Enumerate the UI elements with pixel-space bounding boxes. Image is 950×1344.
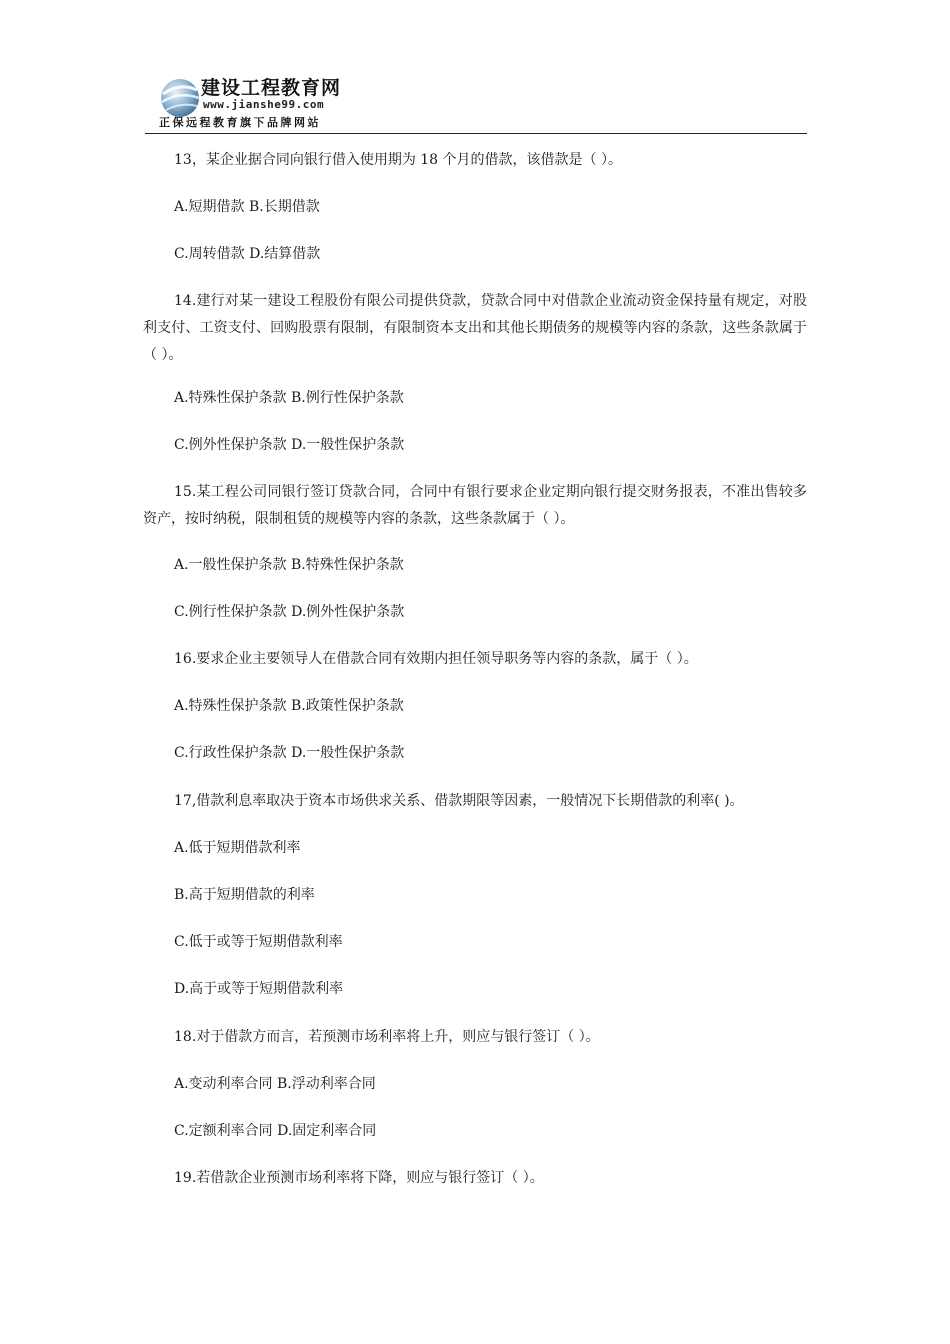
option-line: C.例外性保护条款 D.一般性保护条款 xyxy=(174,437,405,453)
option-line: A.短期借款 B.长期借款 xyxy=(174,199,320,215)
option-line: D.高于或等于短期借款利率 xyxy=(174,981,344,997)
option-line: C.行政性保护条款 D.一般性保护条款 xyxy=(174,745,405,761)
option-line: C.低于或等于短期借款利率 xyxy=(174,934,343,950)
option-line: C.定额利率合同 D.固定利率合同 xyxy=(174,1123,377,1139)
option-line: A.特殊性保护条款 B.例行性保护条款 xyxy=(174,390,404,406)
option-line: A.特殊性保护条款 B.政策性保护条款 xyxy=(174,698,404,714)
question-stem: 17,借款利息率取决于资本市场供求关系、借款期限等因素，一般情况下长期借款的利率( )。 xyxy=(174,793,744,809)
option-line: C.例行性保护条款 D.例外性保护条款 xyxy=(174,604,405,620)
header-divider xyxy=(145,133,807,134)
site-header xyxy=(145,68,807,134)
question-stem: 14.建行对某一建设工程股份有限公司提供贷款，贷款合同中对借款企业流动资金保持量有规定，对股利支付、工资支付、回购股票有限制，有限制资本支出和其他长期债务的规模等内容的条款，这些条款属于（ ）。 xyxy=(143,293,807,363)
option-line: A.变动利率合同 B.浮动利率合同 xyxy=(174,1076,376,1092)
option-line: C.周转借款 D.结算借款 xyxy=(174,246,321,262)
tagline: 正保远程教育旗下品牌网站 xyxy=(159,116,321,129)
site-url: www.jianshe99.com xyxy=(203,98,325,111)
question-stem: 16.要求企业主要领导人在借款合同有效期内担任领导职务等内容的条款，属于（ ）。 xyxy=(174,651,698,667)
option-line: A.低于短期借款利率 xyxy=(174,840,301,856)
brand-name: 建设工程教育网 xyxy=(201,77,342,99)
option-line: B.高于短期借款的利率 xyxy=(174,887,315,903)
option-line: A.一般性保护条款 B.特殊性保护条款 xyxy=(174,557,404,573)
question-stem: 13，某企业据合同向银行借入使用期为 18 个月的借款，该借款是（ ）。 xyxy=(174,152,622,168)
question-stem: 18.对于借款方而言，若预测市场利率将上升，则应与银行签订（ ）。 xyxy=(174,1029,600,1045)
question-stem: 19.若借款企业预测市场利率将下降，则应与银行签订（ ）。 xyxy=(174,1170,544,1186)
question-stem: 15.某工程公司同银行签订贷款合同，合同中有银行要求企业定期向银行提交财务报表，不准出售较多资产，按时纳税，限制租赁的规模等内容的条款，这些条款属于（ ）。 xyxy=(143,484,807,527)
